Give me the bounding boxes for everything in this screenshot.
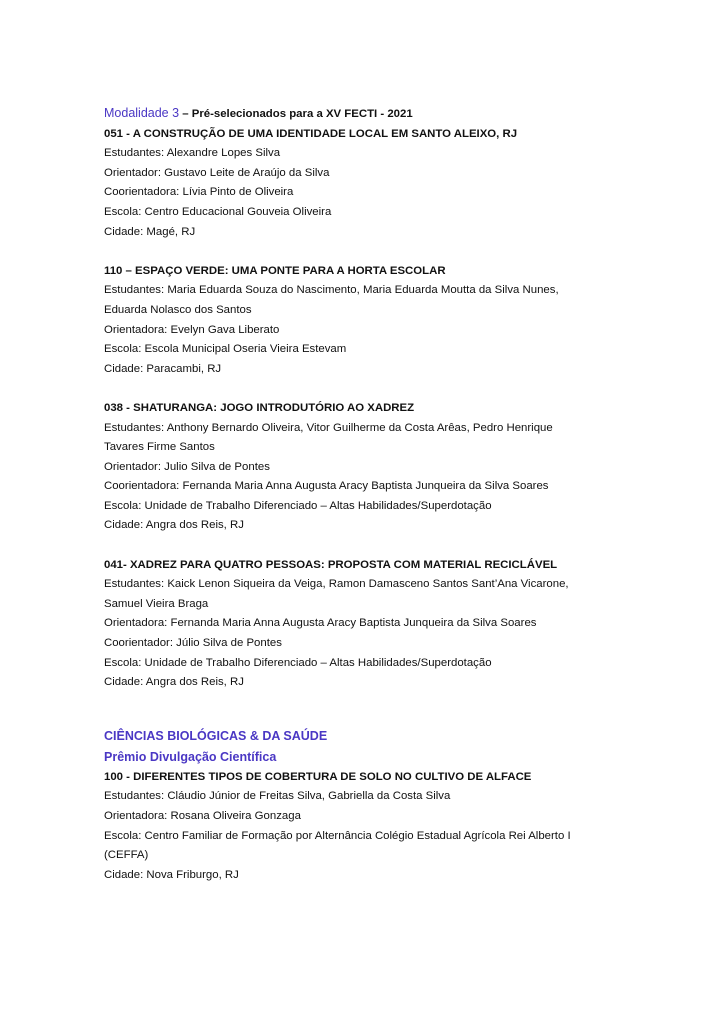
project-coadvisor: Coorientador: Júlio Silva de Pontes (104, 637, 282, 650)
project-students-cont: Samuel Vieira Braga (104, 597, 209, 610)
section-title: CIÊNCIAS BIOLÓGICAS & DA SAÚDE (104, 728, 328, 743)
project-title: 038 - SHATURANGA: JOGO INTRODUTÓRIO AO XADREZ (104, 401, 415, 414)
project-city: Cidade: Angra dos Reis, RJ (104, 519, 244, 532)
project-city: Cidade: Angra dos Reis, RJ (104, 676, 244, 689)
project-school: Escola: Escola Municipal Oseria Vieira Estevam (104, 343, 347, 356)
project-advisor: Orientador: Julio Silva de Pontes (104, 460, 270, 473)
project-advisor: Orientadora: Fernanda Maria Anna Augusta Aracy Baptista Junqueira da Silva Soares (104, 617, 537, 630)
project-students: Estudantes: Kaick Lenon Siqueira da Veiga, Ramon Damasceno Santos Sant’Ana Vicarone, (104, 578, 569, 591)
modalidade-subtitle: – Pré-selecionados para a XV FECTI - 2021 (182, 108, 413, 120)
spacer (104, 693, 694, 726)
project-block (104, 262, 694, 380)
project-coadvisor: Coorientadora: Lívia Pinto de Oliveira (104, 186, 294, 199)
modalidade-heading (104, 104, 694, 125)
project-students: Estudantes: Anthony Bernardo Oliveira, Vitor Guilherme da Costa Arêas, Pedro Henrique (104, 421, 553, 434)
award-title: Prêmio Divulgação Científica (104, 749, 277, 764)
project-block (104, 556, 694, 693)
project-advisor: Orientadora: Rosana Oliveira Gonzaga (104, 810, 301, 822)
project-title: 110 – ESPAÇO VERDE: UMA PONTE PARA A HORTA ESCOLAR (104, 264, 446, 277)
project-title: 041- XADREZ PARA QUATRO PESSOAS: PROPOSTA COM MATERIAL RECICLÁVEL (104, 558, 558, 571)
spacer (104, 242, 694, 262)
project-advisor: Orientador: Gustavo Leite de Araújo da Silva (104, 166, 330, 179)
modalidade-label: Modalidade 3 (104, 106, 180, 120)
project-title: 100 - DIFERENTES TIPOS DE COBERTURA DE SOLO NO CULTIVO DE ALFACE (104, 770, 532, 783)
project-block (104, 399, 694, 536)
project-school: Escola: Unidade de Trabalho Diferenciado – Altas Habilidades/Superdotação (104, 499, 492, 512)
project-city: Cidade: Magé, RJ (104, 225, 196, 238)
project-block (104, 125, 694, 243)
project-students-cont: Eduarda Nolasco dos Santos (104, 303, 252, 316)
project-students: Estudantes: Cláudio Júnior de Freitas Silva, Gabriella da Costa Silva (104, 790, 451, 803)
project-school: Escola: Unidade de Trabalho Diferenciado – Altas Habilidades/Superdotação (104, 656, 492, 669)
spacer (104, 379, 694, 399)
project-block (104, 768, 694, 886)
project-students: Estudantes: Maria Eduarda Souza do Nascimento, Maria Eduarda Moutta da Silva Nunes, (104, 284, 559, 297)
document-page (104, 104, 694, 885)
project-students-cont: Tavares Firme Santos (104, 441, 215, 454)
project-city: Cidade: Paracambi, RJ (104, 362, 222, 375)
project-advisor: Orientadora: Evelyn Gava Liberato (104, 323, 280, 336)
project-city: Cidade: Nova Friburgo, RJ (104, 868, 239, 881)
project-title: 051 - A CONSTRUÇÃO DE UMA IDENTIDADE LOCAL EM SANTO ALEIXO, RJ (104, 127, 518, 140)
project-school: Escola: Centro Educacional Gouveia Oliveira (104, 205, 332, 218)
project-students: Estudantes: Alexandre Lopes Silva (104, 147, 281, 160)
spacer (104, 536, 694, 556)
project-coadvisor: Coorientadora: Fernanda Maria Anna Augusta Aracy Baptista Junqueira da Silva Soares (104, 480, 549, 493)
project-school-cont: (CEFFA) (104, 849, 149, 862)
project-school: Escola: Centro Familiar de Formação por Alternância Colégio Estadual Agrícola Rei Alberto I (104, 829, 571, 842)
